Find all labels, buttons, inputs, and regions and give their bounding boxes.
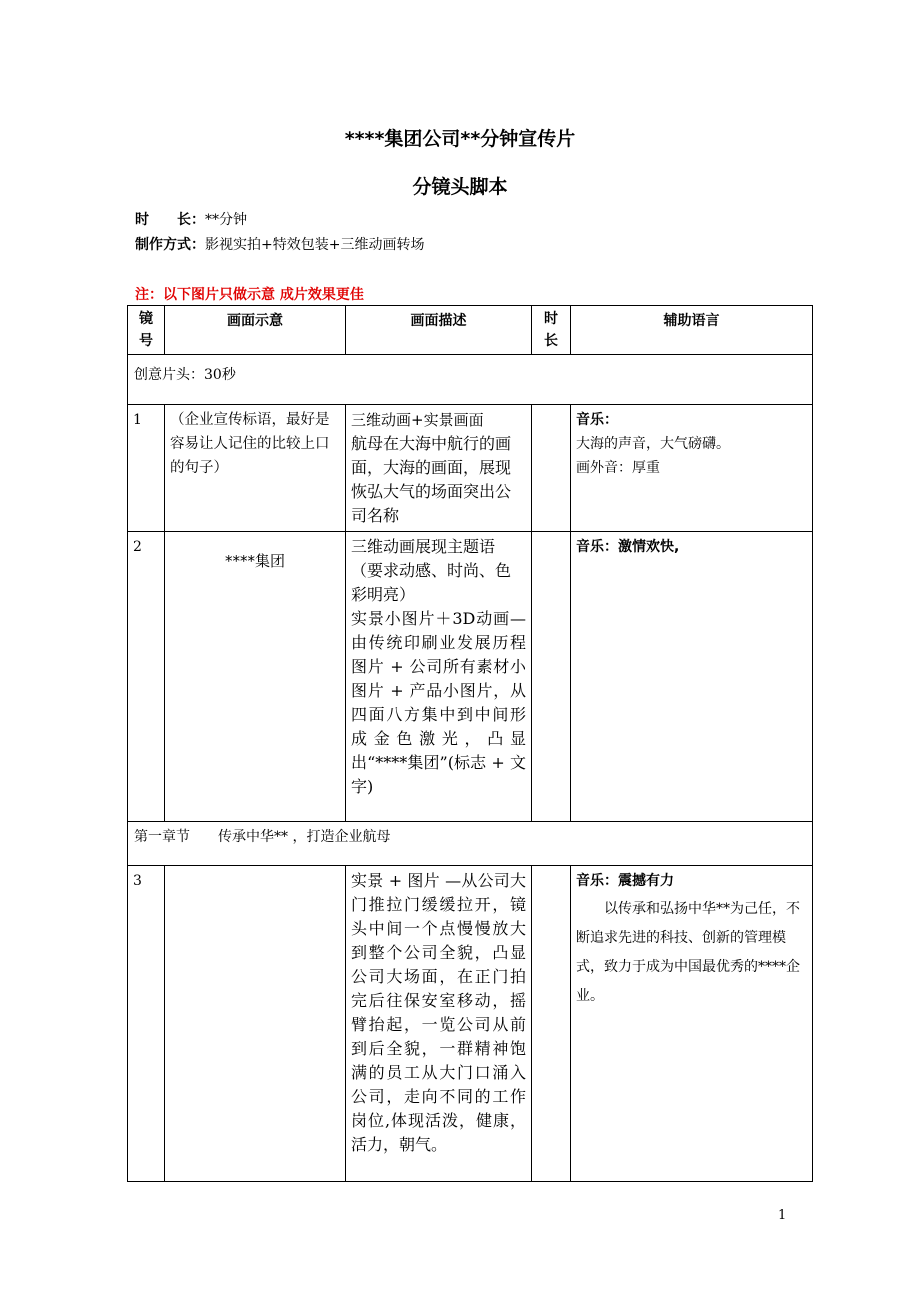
header-row <box>128 306 813 355</box>
duration-line <box>135 209 247 229</box>
header-duration: 时长 <box>532 306 571 355</box>
music-label: 音乐：激情欢快, <box>576 539 680 555</box>
description-cell <box>346 405 532 532</box>
duration-cell <box>532 405 571 532</box>
method-line <box>135 234 424 254</box>
page-number: 1 <box>778 1208 787 1223</box>
music-line: 大海的声音，大气磅礴。 <box>576 436 730 452</box>
company-logo-text: ****集团 <box>224 552 285 570</box>
image-cell <box>165 866 346 1182</box>
description-body: 实景小图片＋3D动画—由传统印刷业发展历程图片 + 公司所有素材小图片 + 产品小图片，从四面八方集中到中间形成金色激光，凸显出“****集团”(标志 + 文字) <box>351 609 526 796</box>
description-heading: 三维动画+实景画面 <box>351 411 484 429</box>
section-chapter1: 第一章节 传承中华** ，打造企业航母 <box>128 822 813 866</box>
aux-cell <box>571 405 813 532</box>
table-row <box>128 866 813 1182</box>
shot-number: 1 <box>128 405 165 532</box>
shot-number: 2 <box>128 532 165 822</box>
music-label: 音乐：震撼有力 <box>576 873 674 889</box>
section-row-chapter1 <box>128 822 813 866</box>
header-shot-no: 镜号 <box>128 306 165 355</box>
method-label: 制作方式： <box>135 237 205 253</box>
description-cell <box>346 532 532 822</box>
duration-cell <box>532 866 571 1182</box>
document-subtitle: 分镜头脚本 <box>412 176 508 198</box>
description-body: 实景 + 图片 —从公司大门推拉门缓缓拉开，镜头中间一个点慢慢放大到整个公司全貌，凸显公司大场面，在正门拍完后往保安室移动，摇臂抬起，一览公司从前到后全貌，一群精神饱满的员工从大门口涌入公司，走向不同的工作岗位,体现活泼，健康，活力，朝气。 <box>351 871 526 1154</box>
method-value: 影视实拍+特效包装+三维动画转场 <box>205 237 425 253</box>
document-title: ****集团公司**分钟宣传片 <box>344 128 576 150</box>
description-heading: 三维动画展现主题语（要求动感、时尚、色彩明亮） <box>351 537 512 604</box>
image-cell <box>165 532 346 822</box>
music-label: 音乐： <box>576 412 618 428</box>
table-row <box>128 532 813 822</box>
aux-paragraph: 以传承和弘扬中华**为己任，不断追求先进的科技、创新的管理模式，致力于成为中国最优秀的****企业。 <box>576 901 800 1004</box>
duration-value: **分钟 <box>205 212 247 228</box>
aux-cell <box>571 866 813 1182</box>
shot-number: 3 <box>128 866 165 1182</box>
description-body: 航母在大海中航行的画面，大海的画面，展现恢弘大气的场面突出公司名称 <box>351 434 512 525</box>
table-row <box>128 405 813 532</box>
voiceover-line: 画外音：厚重 <box>576 460 660 476</box>
duration-cell <box>532 532 571 822</box>
header-aux-language: 辅助语言 <box>571 306 813 355</box>
header-description: 画面描述 <box>346 306 532 355</box>
aux-cell <box>571 532 813 822</box>
image-cell: （企业宣传标语，最好是容易让人记住的比较上口的句子） <box>165 405 346 532</box>
description-cell <box>346 866 532 1182</box>
section-row-opening <box>128 355 813 405</box>
section-opening: 创意片头：30秒 <box>128 355 813 405</box>
duration-label: 时 长： <box>135 212 205 228</box>
red-note: 注：以下图片只做示意 成片效果更佳 <box>135 287 364 303</box>
storyboard-table <box>127 305 813 1182</box>
header-image: 画面示意 <box>165 306 346 355</box>
